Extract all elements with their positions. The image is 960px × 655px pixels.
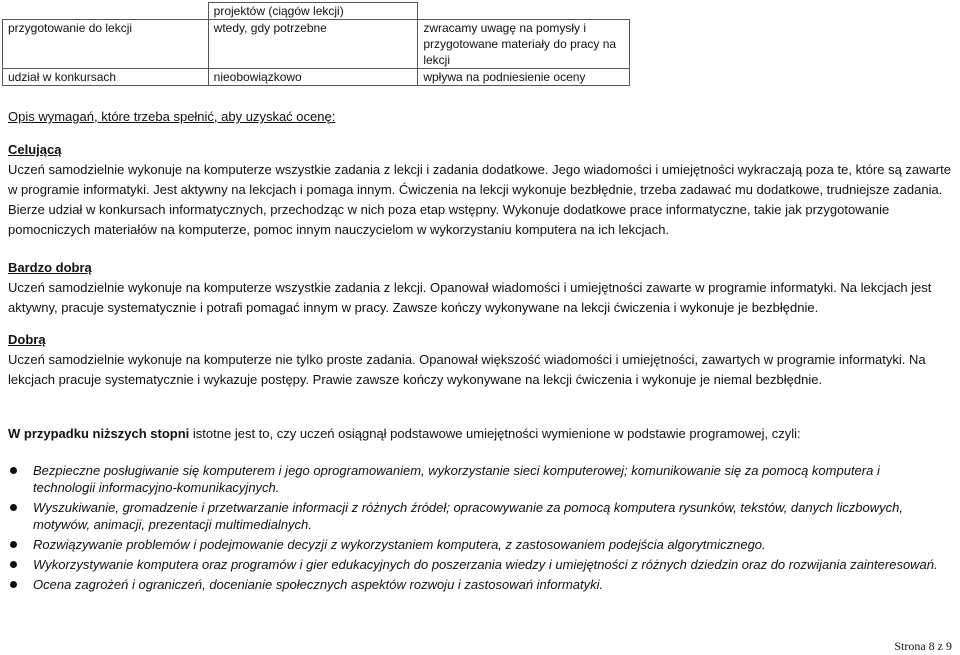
list-item [0,499,940,533]
grade-section-celujaca [8,140,953,240]
lower-grades-text: istotne jest to, czy uczeń osiągnął podstawowe umiejętności wymienione w podstawie programowej, czyli: [189,426,801,441]
table-cell: nieobowiązkowo [208,69,418,86]
grade-section-dobra [8,330,953,390]
list-item-text: Wyszukiwanie, gromadzenie i przetwarzanie informacji z różnych źródeł; opracowywanie za pomocą komputera rysunków, tekstów, danych liczbowych, motywów, animacji, prezentacji multimedialnych. [33,500,903,532]
table-cell [418,3,630,20]
table-cell: udział w konkursach [3,69,209,86]
grade-description: Uczeń samodzielnie wykonuje na komputerze wszystkie zadania z lekcji. Opanował wiadomości i umiejętności zawarte w programie informatyki. Na lekcjach jest aktywny, pracuje systematycznie i potrafi pomagać innym w pracy. Zawsze kończy wykonywane na lekcji ćwiczenia i wykonuje je bezbłędnie. [8,280,932,315]
bullet-icon [10,581,17,588]
list-item [0,556,940,573]
grade-title: Dobrą [8,332,46,347]
list-item [0,536,940,553]
grade-title: Celującą [8,142,62,157]
lower-grades-paragraph [8,424,953,444]
list-item-text: Rozwiązywanie problemów i podejmowanie decyzji z wykorzystaniem komputera, z zastosowaniem podejścia algorytmicznego. [33,537,766,552]
page-number: Strona 8 z 9 [894,639,952,653]
table-cell: zwracamy uwagę na pomysły i przygotowane materiały do pracy na lekcji [418,20,630,69]
grade-title: Bardzo dobrą [8,260,92,275]
table-cell [3,3,209,20]
list-item-text: Bezpieczne posługiwanie się komputerem i jego oprogramowaniem, wykorzystanie sieci komputerowej; komunikowanie się za pomocą komputera i technologii informacyjno-komunikacyjnych. [33,463,880,495]
table-row [3,69,630,86]
bullet-icon [10,541,17,548]
requirements-heading: Opis wymagań, które trzeba spełnić, aby uzyskać ocenę: [8,109,336,124]
criteria-table [2,2,630,86]
list-item [0,576,940,593]
lower-grades-bold: W przypadku niższych stopni [8,426,190,441]
table-row [3,3,630,20]
table-cell: wpływa na podniesienie oceny [418,69,630,86]
table-cell: projektów (ciągów lekcji) [208,3,418,20]
list-item-text: Wykorzystywanie komputera oraz programów i gier edukacyjnych do poszerzania wiedzy i umiejętności z różnych dziedzin oraz do rozwijania zainteresowań. [33,557,938,572]
grade-description: Uczeń samodzielnie wykonuje na komputerze nie tylko proste zadania. Opanował większość wiadomości i umiejętności, zawartych w programie informatyki. Na lekcjach pracuje systematycznie i wykazuje postępy. Prawie zawsze kończy wykonywane na lekcji ćwiczenia i wykonuje je niemal bezbłędnie. [8,352,926,387]
bullet-icon [10,504,17,511]
bullet-icon [10,467,17,474]
table-cell: wtedy, gdy potrzebne [208,20,418,69]
grade-description: Uczeń samodzielnie wykonuje na komputerze wszystkie zadania z lekcji i zadania dodatkowe. Jego wiadomości i umiejętności wykraczają poza te, które są zawarte w programie informatyki. Jest aktywny na lekcjach i pomaga innym. Ćwiczenia na lekcji wykonuje bezbłędnie, trzeba zadawać mu dodatkowe, trudniejsze zadania. Bierze udział w konkursach informatycznych, przechodząc w nich poza etap wstępny. Wykonuje dodatkowe prace informatyczne, takie jak przygotowanie pomocniczych materiałów na komputerze, pomoc innym nauczycielom w wykorzystaniu komputera na ich lekcjach. [8,162,951,237]
table-cell: przygotowanie do lekcji [3,20,209,69]
skills-list [0,462,940,596]
grade-section-bardzo-dobra [8,258,953,318]
table-row [3,20,630,69]
list-item [0,462,940,496]
list-item-text: Ocena zagrożeń i ograniczeń, docenianie społecznych aspektów rozwoju i zastosowań informatyki. [33,577,604,592]
bullet-icon [10,561,17,568]
